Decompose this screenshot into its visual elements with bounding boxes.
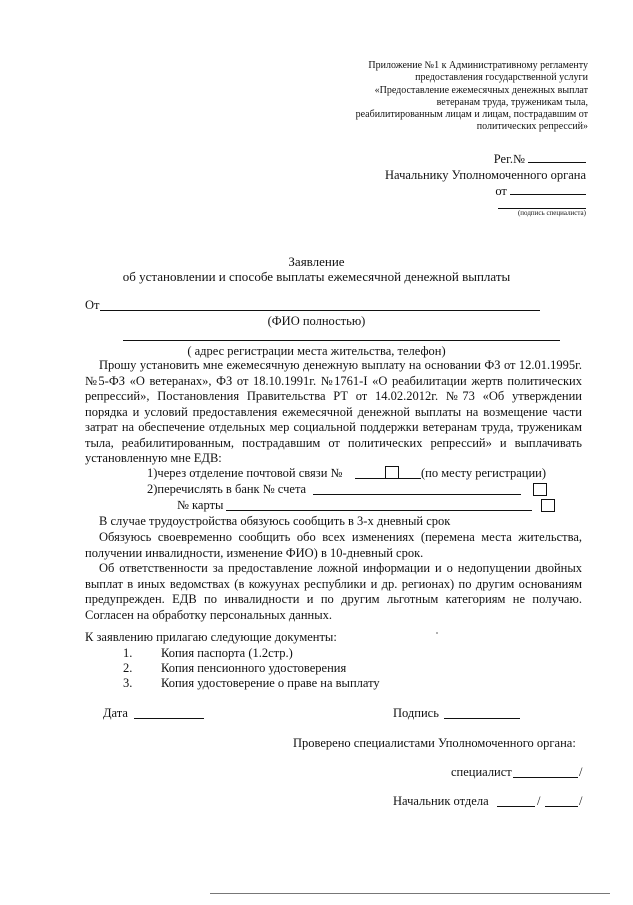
addressee: Начальнику Уполномоченного органа: [385, 168, 586, 182]
document-title: Заявление: [288, 254, 345, 269]
annex-line: реабилитированным лицам и лицам, пострадавшим от: [355, 109, 588, 121]
option-bank-label: 2)перечислять в банк № счета: [147, 482, 307, 496]
document-subtitle: об установлении и способе выплаты ежемесячной денежной выплаты: [122, 269, 511, 284]
signature-field[interactable]: [444, 718, 520, 719]
card-number-field[interactable]: [226, 510, 532, 511]
head-signature-field[interactable]: [497, 806, 535, 807]
bank-account-field[interactable]: [313, 494, 521, 495]
applicant-fio-field[interactable]: [100, 310, 540, 311]
head-name-field[interactable]: [545, 806, 578, 807]
post-office-number-tail: [399, 478, 421, 479]
reg-number-label: Рег.№: [493, 152, 525, 166]
annex-line: «Предоставление ежемесячных денежных выплат: [374, 84, 588, 96]
scan-speck: [436, 632, 438, 634]
scan-edge-line: [210, 893, 610, 894]
document-item: Копия паспорта (1.2стр.): [161, 646, 293, 660]
specialist-label: специалист: [451, 765, 512, 779]
request-paragraph: Прошу установить мне ежемесячную денежную выплату на основании ФЗ от 12.01.1995г. №5-ФЗ «О ветеранах», ФЗ от 18.10.1991г. №1761-I «О реабилитации жертв политических репрессий», Постановления Правительства РТ от 14.02.2012г. №73 «Об утверждении порядка и условий предоставления ежемесячной денежной выплаты на возмещение части затрат на обеспечение отдельных мер социальной поддержки ветеранам труда, труженикам тыла, реабилитированным, пострадавшим от политических репрессий» и выплачивать установленную мне ЕДВ:: [85, 358, 582, 465]
documents-intro: К заявлению прилагаю следующие документы:: [85, 630, 337, 644]
option-post-office: [147, 466, 342, 481]
annex-reference: [290, 60, 588, 134]
liability-statement: Об ответственности за предоставление ложной информации и о недопущении двойных выплат в иных ведомствах (в кожуунах республики и др. регионах) по другим основаниям предупрежден. ЕДВ по инвалидности и по другим льготным категориям не получаю. Согласен на обработку персональных данных.: [85, 561, 582, 622]
addressee-from-row: [495, 184, 586, 199]
reg-number-row: [494, 152, 586, 167]
address-caption: ( адрес регистрации места жительства, телефон): [187, 344, 446, 358]
annex-line: предоставления государственной услуги: [415, 72, 588, 84]
reg-number-field[interactable]: [528, 152, 586, 163]
head-of-department-label: Начальник отдела: [393, 794, 489, 808]
document-item: Копия пенсионного удостоверения: [161, 661, 347, 675]
date-field[interactable]: [134, 718, 204, 719]
verified-note: Проверено специалистами Уполномоченного органа:: [293, 736, 576, 750]
specialist-signature-note: (подпись специалиста): [517, 209, 586, 217]
post-office-checkbox[interactable]: [385, 466, 399, 479]
head-tail-slash: /: [579, 794, 583, 808]
document-number: 1.: [123, 646, 133, 660]
option-post-office-label: 1)через отделение почтовой связи №: [147, 466, 343, 480]
addressee-from-label: от: [495, 184, 507, 198]
applicant-address-field[interactable]: [123, 340, 560, 341]
annex-line: ветеранам труда, труженикам тыла,: [436, 96, 588, 108]
card-checkbox[interactable]: [541, 499, 555, 512]
document-number: 3.: [123, 676, 133, 690]
addressee-from-field[interactable]: [510, 184, 586, 195]
document-number: 2.: [123, 661, 133, 675]
document-item: Копия удостоверение о праве на выплату: [161, 676, 380, 690]
bank-checkbox[interactable]: [533, 483, 547, 496]
head-slash: /: [537, 794, 541, 808]
employment-obligation: В случае трудоустройства обязуюсь сообщить в 3-х дневный срок: [99, 514, 451, 528]
post-office-suffix: (по месту регистрации): [421, 466, 547, 480]
annex-line: Приложение №1 к Административному регламенту: [368, 60, 588, 71]
specialist-signature-field[interactable]: [513, 777, 578, 778]
annex-line: политических репрессий»: [476, 121, 588, 133]
fio-caption: (ФИО полностью): [267, 314, 366, 328]
post-office-number-field[interactable]: [355, 478, 385, 479]
date-label: Дата: [103, 706, 128, 720]
applicant-from-label: От: [85, 298, 100, 312]
signature-label: Подпись: [393, 706, 439, 720]
changes-obligation: Обязуюсь своевременно сообщить обо всех изменениях (перемена места жительства, получении инвалидности, изменение ФИО) в 10-дневный срок.: [85, 530, 582, 560]
specialist-slash: /: [579, 765, 583, 779]
card-number-label: № карты: [177, 498, 224, 512]
